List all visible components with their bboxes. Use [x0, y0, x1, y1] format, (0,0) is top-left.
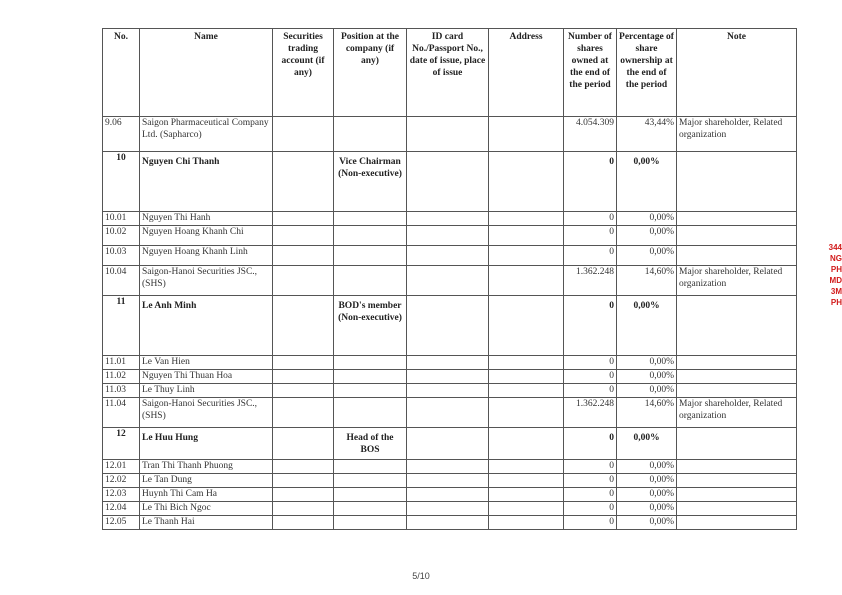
row-id-card [407, 474, 489, 488]
col-header-id: ID card No./Passport No., date of issue, place of issue [407, 29, 489, 117]
table-body [103, 117, 797, 530]
row-address [489, 384, 564, 398]
row-percent: 0,00% [617, 460, 677, 474]
row-shares: 0 [564, 296, 617, 356]
row-position [334, 226, 407, 246]
row-address [489, 502, 564, 516]
row-percent: 0,00% [617, 384, 677, 398]
table-row [103, 474, 797, 488]
col-header-position: Position at the company (if any) [334, 29, 407, 117]
row-name: Tran Thi Thanh Phuong [140, 460, 273, 474]
row-position [334, 398, 407, 428]
row-number: 11 [103, 296, 140, 356]
row-number: 11.03 [103, 384, 140, 398]
row-number: 12.03 [103, 488, 140, 502]
row-position [334, 474, 407, 488]
row-name: Le Van Hien [140, 356, 273, 370]
row-position [334, 356, 407, 370]
row-account [273, 428, 334, 460]
row-shares: 1.362.248 [564, 398, 617, 428]
row-address [489, 296, 564, 356]
row-id-card [407, 488, 489, 502]
table-row [103, 212, 797, 226]
row-id-card [407, 226, 489, 246]
row-position [334, 266, 407, 296]
row-account [273, 152, 334, 212]
row-account [273, 398, 334, 428]
row-shares: 0 [564, 226, 617, 246]
row-percent: 0,00% [617, 356, 677, 370]
row-note [677, 356, 797, 370]
col-header-shares: Number of shares owned at the end of the period [564, 29, 617, 117]
row-number: 12 [103, 428, 140, 460]
row-address [489, 246, 564, 266]
row-name: Le Thi Bich Ngoc [140, 502, 273, 516]
row-name: Saigon Pharmaceutical Company Ltd. (Sapharco) [140, 117, 273, 152]
row-account [273, 516, 334, 530]
table-row [103, 226, 797, 246]
row-shares: 0 [564, 474, 617, 488]
col-header-name: Name [140, 29, 273, 117]
row-id-card [407, 266, 489, 296]
row-percent: 0,00% [617, 246, 677, 266]
row-percent: 14,60% [617, 398, 677, 428]
row-name: Nguyen Thi Hanh [140, 212, 273, 226]
row-percent: 0,00% [617, 212, 677, 226]
col-header-no: No. [103, 29, 140, 117]
row-number: 10 [103, 152, 140, 212]
row-account [273, 488, 334, 502]
col-header-account: Securities trading account (if any) [273, 29, 334, 117]
row-percent: 14,60% [617, 266, 677, 296]
row-note [677, 246, 797, 266]
row-id-card [407, 296, 489, 356]
row-note [677, 384, 797, 398]
row-shares: 0 [564, 356, 617, 370]
row-number: 10.04 [103, 266, 140, 296]
stamp-text: NG [830, 254, 842, 263]
row-note [677, 516, 797, 530]
table-row [103, 356, 797, 370]
row-position: BOD's member (Non-executive) [334, 296, 407, 356]
row-name: Nguyen Thi Thuan Hoa [140, 370, 273, 384]
row-account [273, 384, 334, 398]
row-percent: 43,44% [617, 117, 677, 152]
row-shares: 0 [564, 384, 617, 398]
row-account [273, 356, 334, 370]
row-number: 12.05 [103, 516, 140, 530]
row-address [489, 117, 564, 152]
row-id-card [407, 398, 489, 428]
table-group-row [103, 428, 797, 460]
row-position [334, 502, 407, 516]
row-id-card [407, 502, 489, 516]
row-id-card [407, 428, 489, 460]
row-id-card [407, 246, 489, 266]
row-number: 9.06 [103, 117, 140, 152]
row-number: 11.02 [103, 370, 140, 384]
row-note [677, 428, 797, 460]
row-shares: 4.054.309 [564, 117, 617, 152]
row-name: Saigon-Hanoi Securities JSC., (SHS) [140, 398, 273, 428]
row-id-card [407, 117, 489, 152]
row-account [273, 212, 334, 226]
row-note: Major shareholder, Related organization [677, 266, 797, 296]
row-position: Vice Chairman (Non-executive) [334, 152, 407, 212]
row-percent: 0,00% [617, 488, 677, 502]
row-address [489, 428, 564, 460]
row-id-card [407, 460, 489, 474]
row-shares: 0 [564, 502, 617, 516]
table-row [103, 488, 797, 502]
row-percent: 0,00% [617, 226, 677, 246]
shareholder-table [102, 28, 797, 530]
table-row [103, 117, 797, 152]
row-note [677, 474, 797, 488]
row-account [273, 266, 334, 296]
row-position [334, 516, 407, 530]
row-name: Nguyen Hoang Khanh Chi [140, 226, 273, 246]
row-position [334, 212, 407, 226]
row-percent: 0,00% [617, 516, 677, 530]
table-header-row [103, 29, 797, 117]
row-percent: 0,00% [617, 474, 677, 488]
row-address [489, 474, 564, 488]
row-address [489, 226, 564, 246]
row-position [334, 460, 407, 474]
row-position [334, 117, 407, 152]
table-row [103, 460, 797, 474]
row-note [677, 460, 797, 474]
row-position [334, 384, 407, 398]
row-number: 12.01 [103, 460, 140, 474]
row-number: 10.03 [103, 246, 140, 266]
stamp-text: PH [830, 265, 842, 274]
row-shares: 0 [564, 152, 617, 212]
row-note [677, 152, 797, 212]
row-account [273, 474, 334, 488]
row-id-card [407, 516, 489, 530]
row-number: 11.01 [103, 356, 140, 370]
row-shares: 0 [564, 212, 617, 226]
row-shares: 0 [564, 488, 617, 502]
row-id-card [407, 356, 489, 370]
row-shares: 0 [564, 428, 617, 460]
row-name: Le Thuy Linh [140, 384, 273, 398]
col-header-percent: Percentage of share ownership at the end of the period [617, 29, 677, 117]
row-address [489, 488, 564, 502]
row-address [489, 370, 564, 384]
row-name: Nguyen Hoang Khanh Linh [140, 246, 273, 266]
row-name: Le Huu Hung [140, 428, 273, 460]
row-name: Le Tan Dung [140, 474, 273, 488]
row-account [273, 370, 334, 384]
col-header-address: Address [489, 29, 564, 117]
row-account [273, 296, 334, 356]
row-id-card [407, 152, 489, 212]
row-shares: 0 [564, 246, 617, 266]
row-shares: 0 [564, 460, 617, 474]
row-number: 12.04 [103, 502, 140, 516]
row-name: Saigon-Hanoi Securities JSC., (SHS) [140, 266, 273, 296]
table-row [103, 384, 797, 398]
row-address [489, 212, 564, 226]
row-position [334, 246, 407, 266]
row-note [677, 212, 797, 226]
row-name: Huynh Thi Cam Ha [140, 488, 273, 502]
col-header-note: Note [677, 29, 797, 117]
row-shares: 0 [564, 370, 617, 384]
row-note: Major shareholder, Related organization [677, 117, 797, 152]
table-row [103, 266, 797, 296]
table-group-row [103, 296, 797, 356]
row-shares: 1.362.248 [564, 266, 617, 296]
row-account [273, 117, 334, 152]
page-number: 5/10 [412, 571, 430, 581]
row-name: Le Thanh Hai [140, 516, 273, 530]
row-number: 10.02 [103, 226, 140, 246]
table-row [103, 246, 797, 266]
row-id-card [407, 384, 489, 398]
row-shares: 0 [564, 516, 617, 530]
row-number: 12.02 [103, 474, 140, 488]
table-row [103, 502, 797, 516]
table-row [103, 398, 797, 428]
row-number: 11.04 [103, 398, 140, 428]
row-note [677, 370, 797, 384]
row-note [677, 488, 797, 502]
row-address [489, 398, 564, 428]
row-number: 10.01 [103, 212, 140, 226]
stamp-text: PH [830, 298, 842, 307]
row-position: Head of the BOS [334, 428, 407, 460]
row-address [489, 516, 564, 530]
red-stamp-fragment [820, 242, 842, 352]
row-address [489, 460, 564, 474]
row-account [273, 226, 334, 246]
row-address [489, 152, 564, 212]
row-percent: 0,00% [617, 502, 677, 516]
row-note [677, 296, 797, 356]
stamp-text: MD [829, 276, 842, 285]
row-name: Nguyen Chi Thanh [140, 152, 273, 212]
table-group-row [103, 152, 797, 212]
row-id-card [407, 212, 489, 226]
row-position [334, 488, 407, 502]
table-row [103, 370, 797, 384]
row-percent: 0,00% [617, 428, 677, 460]
row-note [677, 502, 797, 516]
stamp-text: 3M [830, 287, 842, 296]
row-address [489, 356, 564, 370]
row-address [489, 266, 564, 296]
row-note: Major shareholder, Related organization [677, 398, 797, 428]
row-percent: 0,00% [617, 370, 677, 384]
row-note [677, 226, 797, 246]
stamp-text: 344 [828, 243, 842, 252]
row-percent: 0,00% [617, 152, 677, 212]
row-id-card [407, 370, 489, 384]
row-account [273, 246, 334, 266]
row-position [334, 370, 407, 384]
row-account [273, 460, 334, 474]
row-name: Le Anh Minh [140, 296, 273, 356]
row-account [273, 502, 334, 516]
table-row [103, 516, 797, 530]
row-percent: 0,00% [617, 296, 677, 356]
